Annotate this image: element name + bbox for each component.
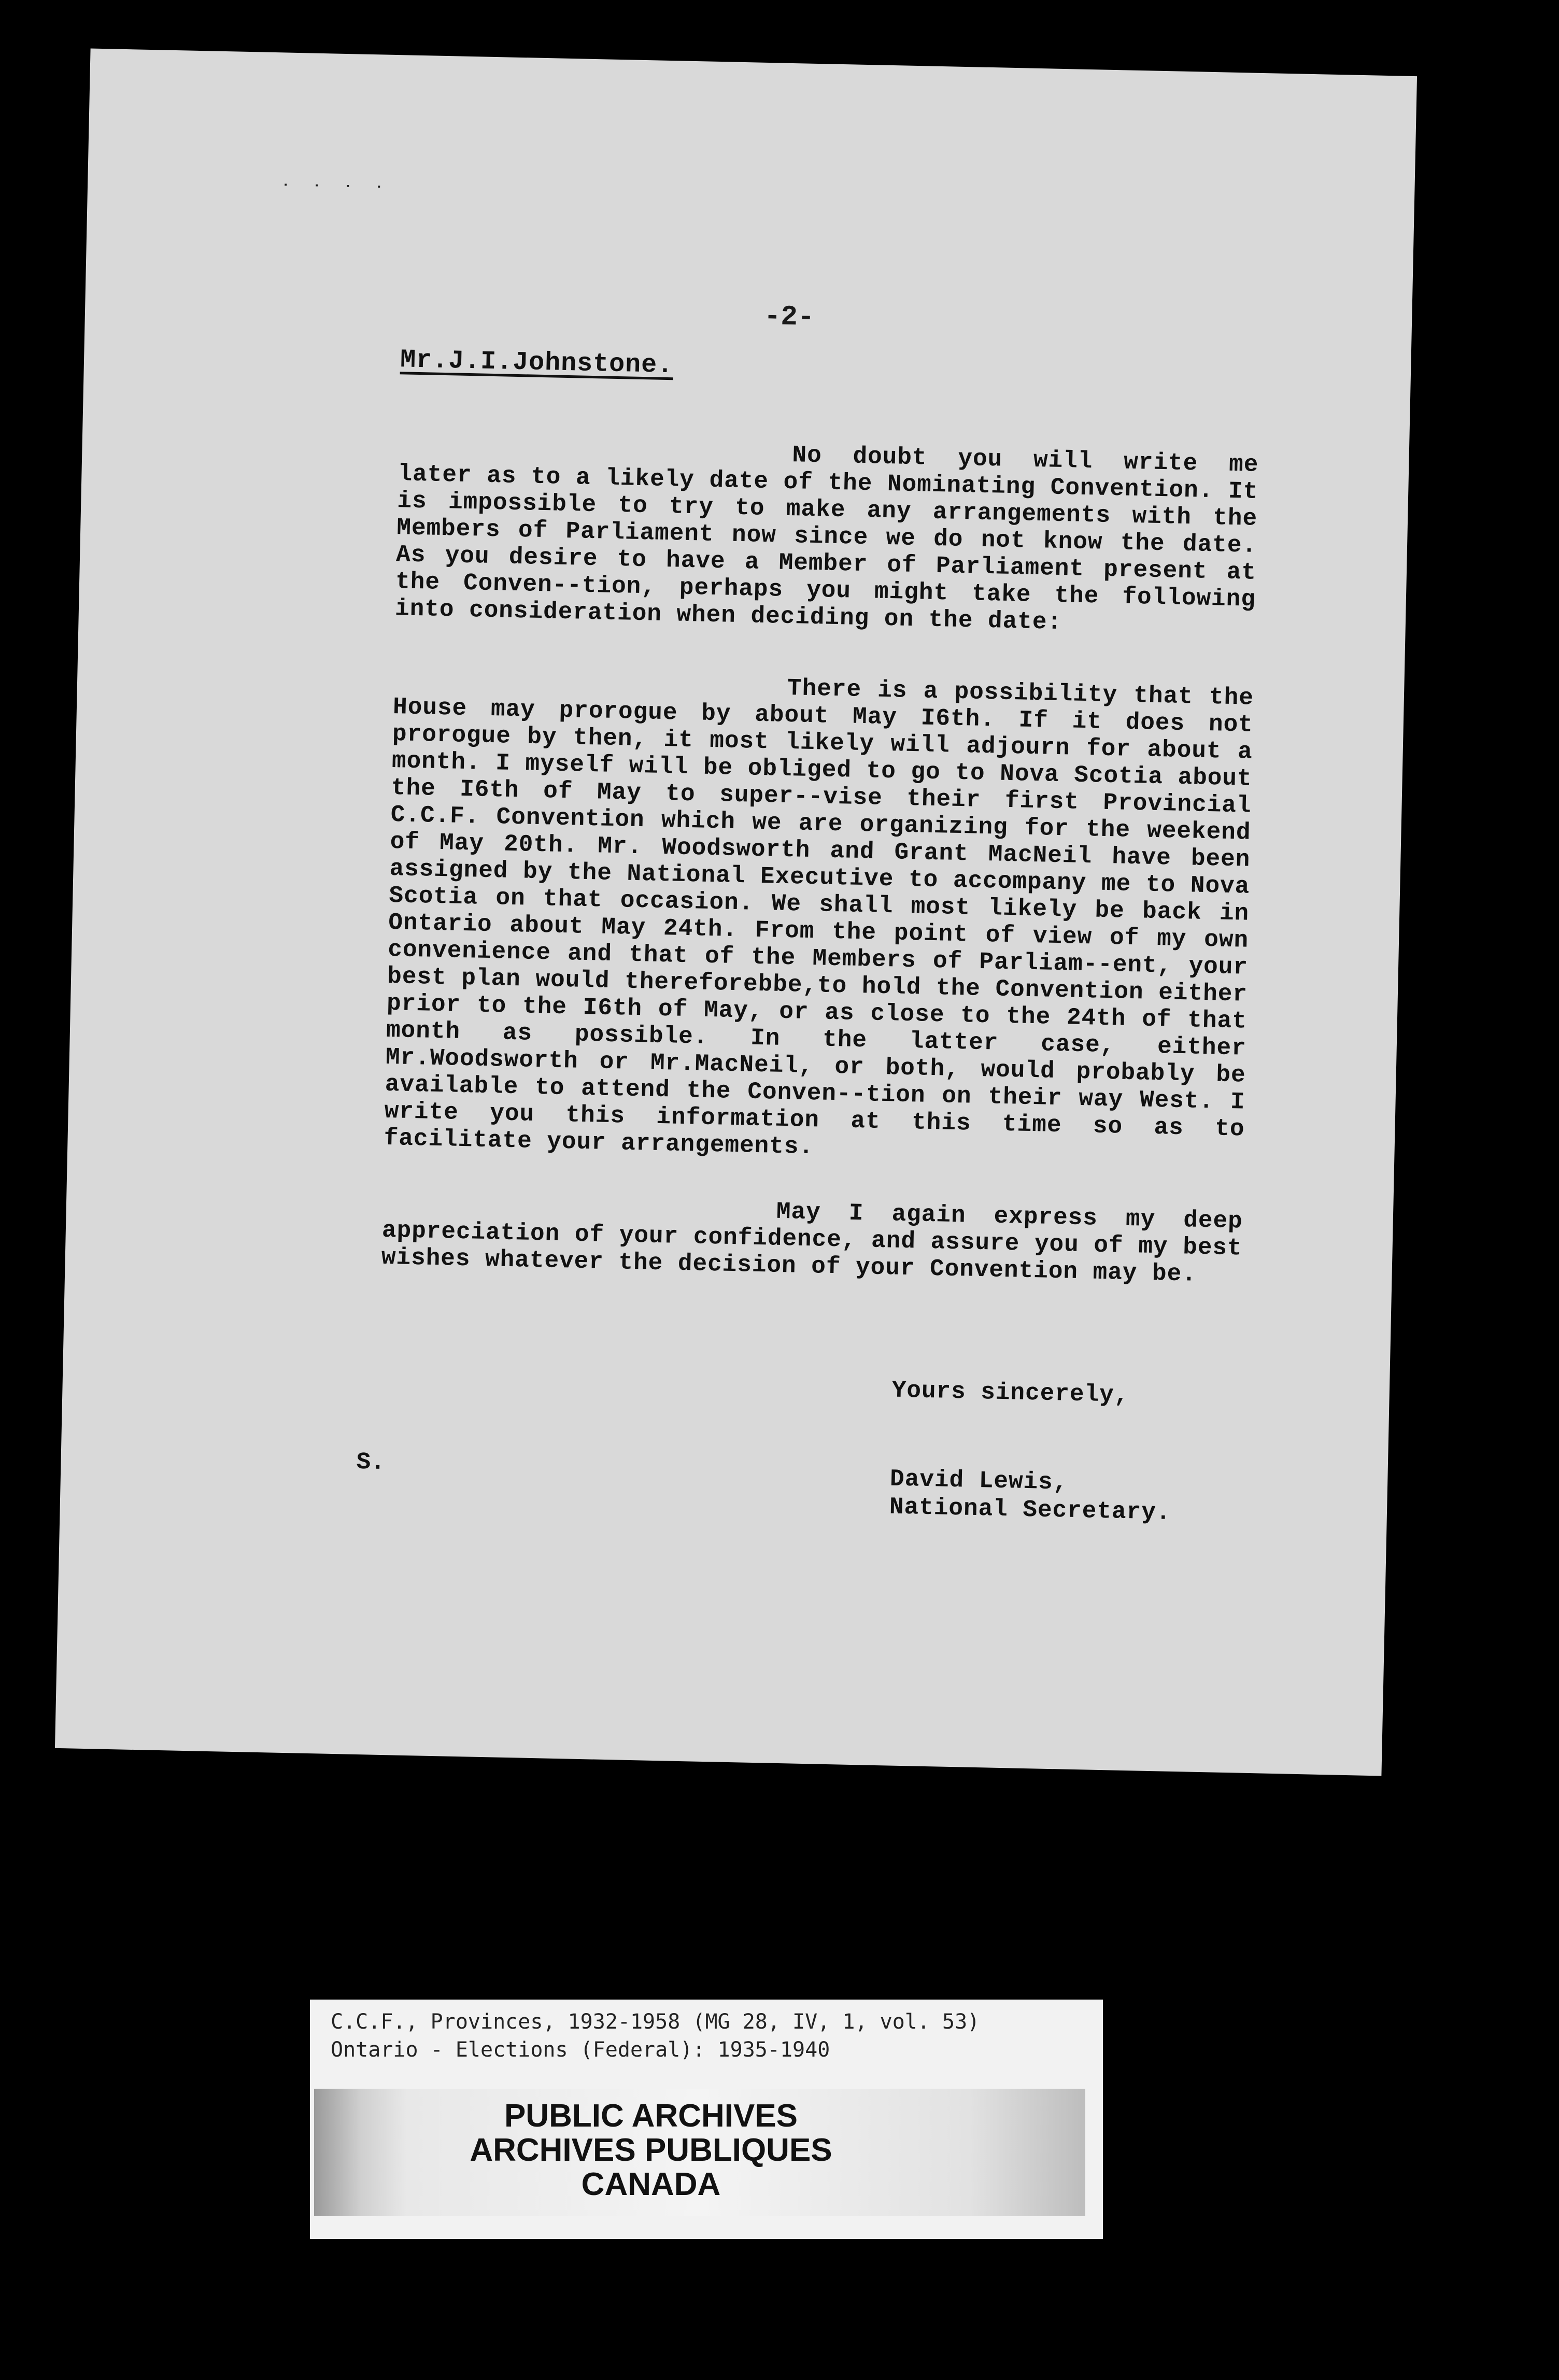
signatory-title: National Secretary. [889,1493,1171,1526]
paragraph-appreciation: May I again express my deep appreciation of your confidence, and assure you of my best wishes whatever the decision of your Convention may be. [381,1198,1243,1288]
stamp-line-3: CANADA [581,2166,721,2202]
paragraph-nominating-convention: No doubt you will write me later as to a likely date of the Nominating Convention. It is impossible to try to make any arrangements with the Members of Parliament now since we do not know the date. As you desire to have a Member of Parliament present at the Conven--tion, perhaps you might take the following into consideration when deciding on the date: [394,442,1259,636]
paragraph-prorogue-schedule: There is a possibility that the House may prorogue by about May I6th. If it does not prorogue by then, it most likely will adjourn for about a month. I myself will be obliged to go to Nova Scotia about the I6th of May to super--vise their first Provincial C.C.F. Convention which we are organizing for the weekend of May 20th. Mr. Woodsworth and Grant MacNeil have been assigned by the National Executive to accompany me to Nova Scotia on that occasion. We shall most likely be back in Ontario about May 24th. From the point of view of my own convenience and that of the Members of Parliam--ent, your best plan would thereforebbe,to hold the Convention either prior to the I6th of May, or as close to the 24th of that month as possible. In the latter case, either Mr.Woodsworth or Mr.MacNeil, or both, would probably be available to attend the Conven--tion on their way West. I write you this information at this time so as to facilitate your arrangements. [384,674,1254,1161]
archives-stamp [314,2089,1085,2216]
letter-page [55,49,1417,1776]
signature-block [889,1465,1172,1526]
stamp-line-1: PUBLIC ARCHIVES [504,2098,798,2134]
reference-line-1: C.C.F., Provinces, 1932-1958 (MG 28, IV, 1, vol. 53) [331,2010,980,2034]
typist-initials: S. [356,1448,386,1477]
stamp-line-2: ARCHIVES PUBLIQUES [470,2132,832,2168]
page-number: -2- [763,301,815,334]
signatory-name: David Lewis, [889,1465,1068,1496]
stamp-text [470,2099,832,2202]
margin-specks: ˙ ˙ ˙ ˙ [279,182,389,208]
reference-line-2: Ontario - Elections (Federal): 1935-1940 [331,2038,830,2062]
closing: Yours sincerely, [891,1377,1129,1409]
archive-label [310,2000,1103,2239]
addressee: Mr.J.I.Johnstone. [400,345,674,381]
archive-reference [331,2008,980,2064]
